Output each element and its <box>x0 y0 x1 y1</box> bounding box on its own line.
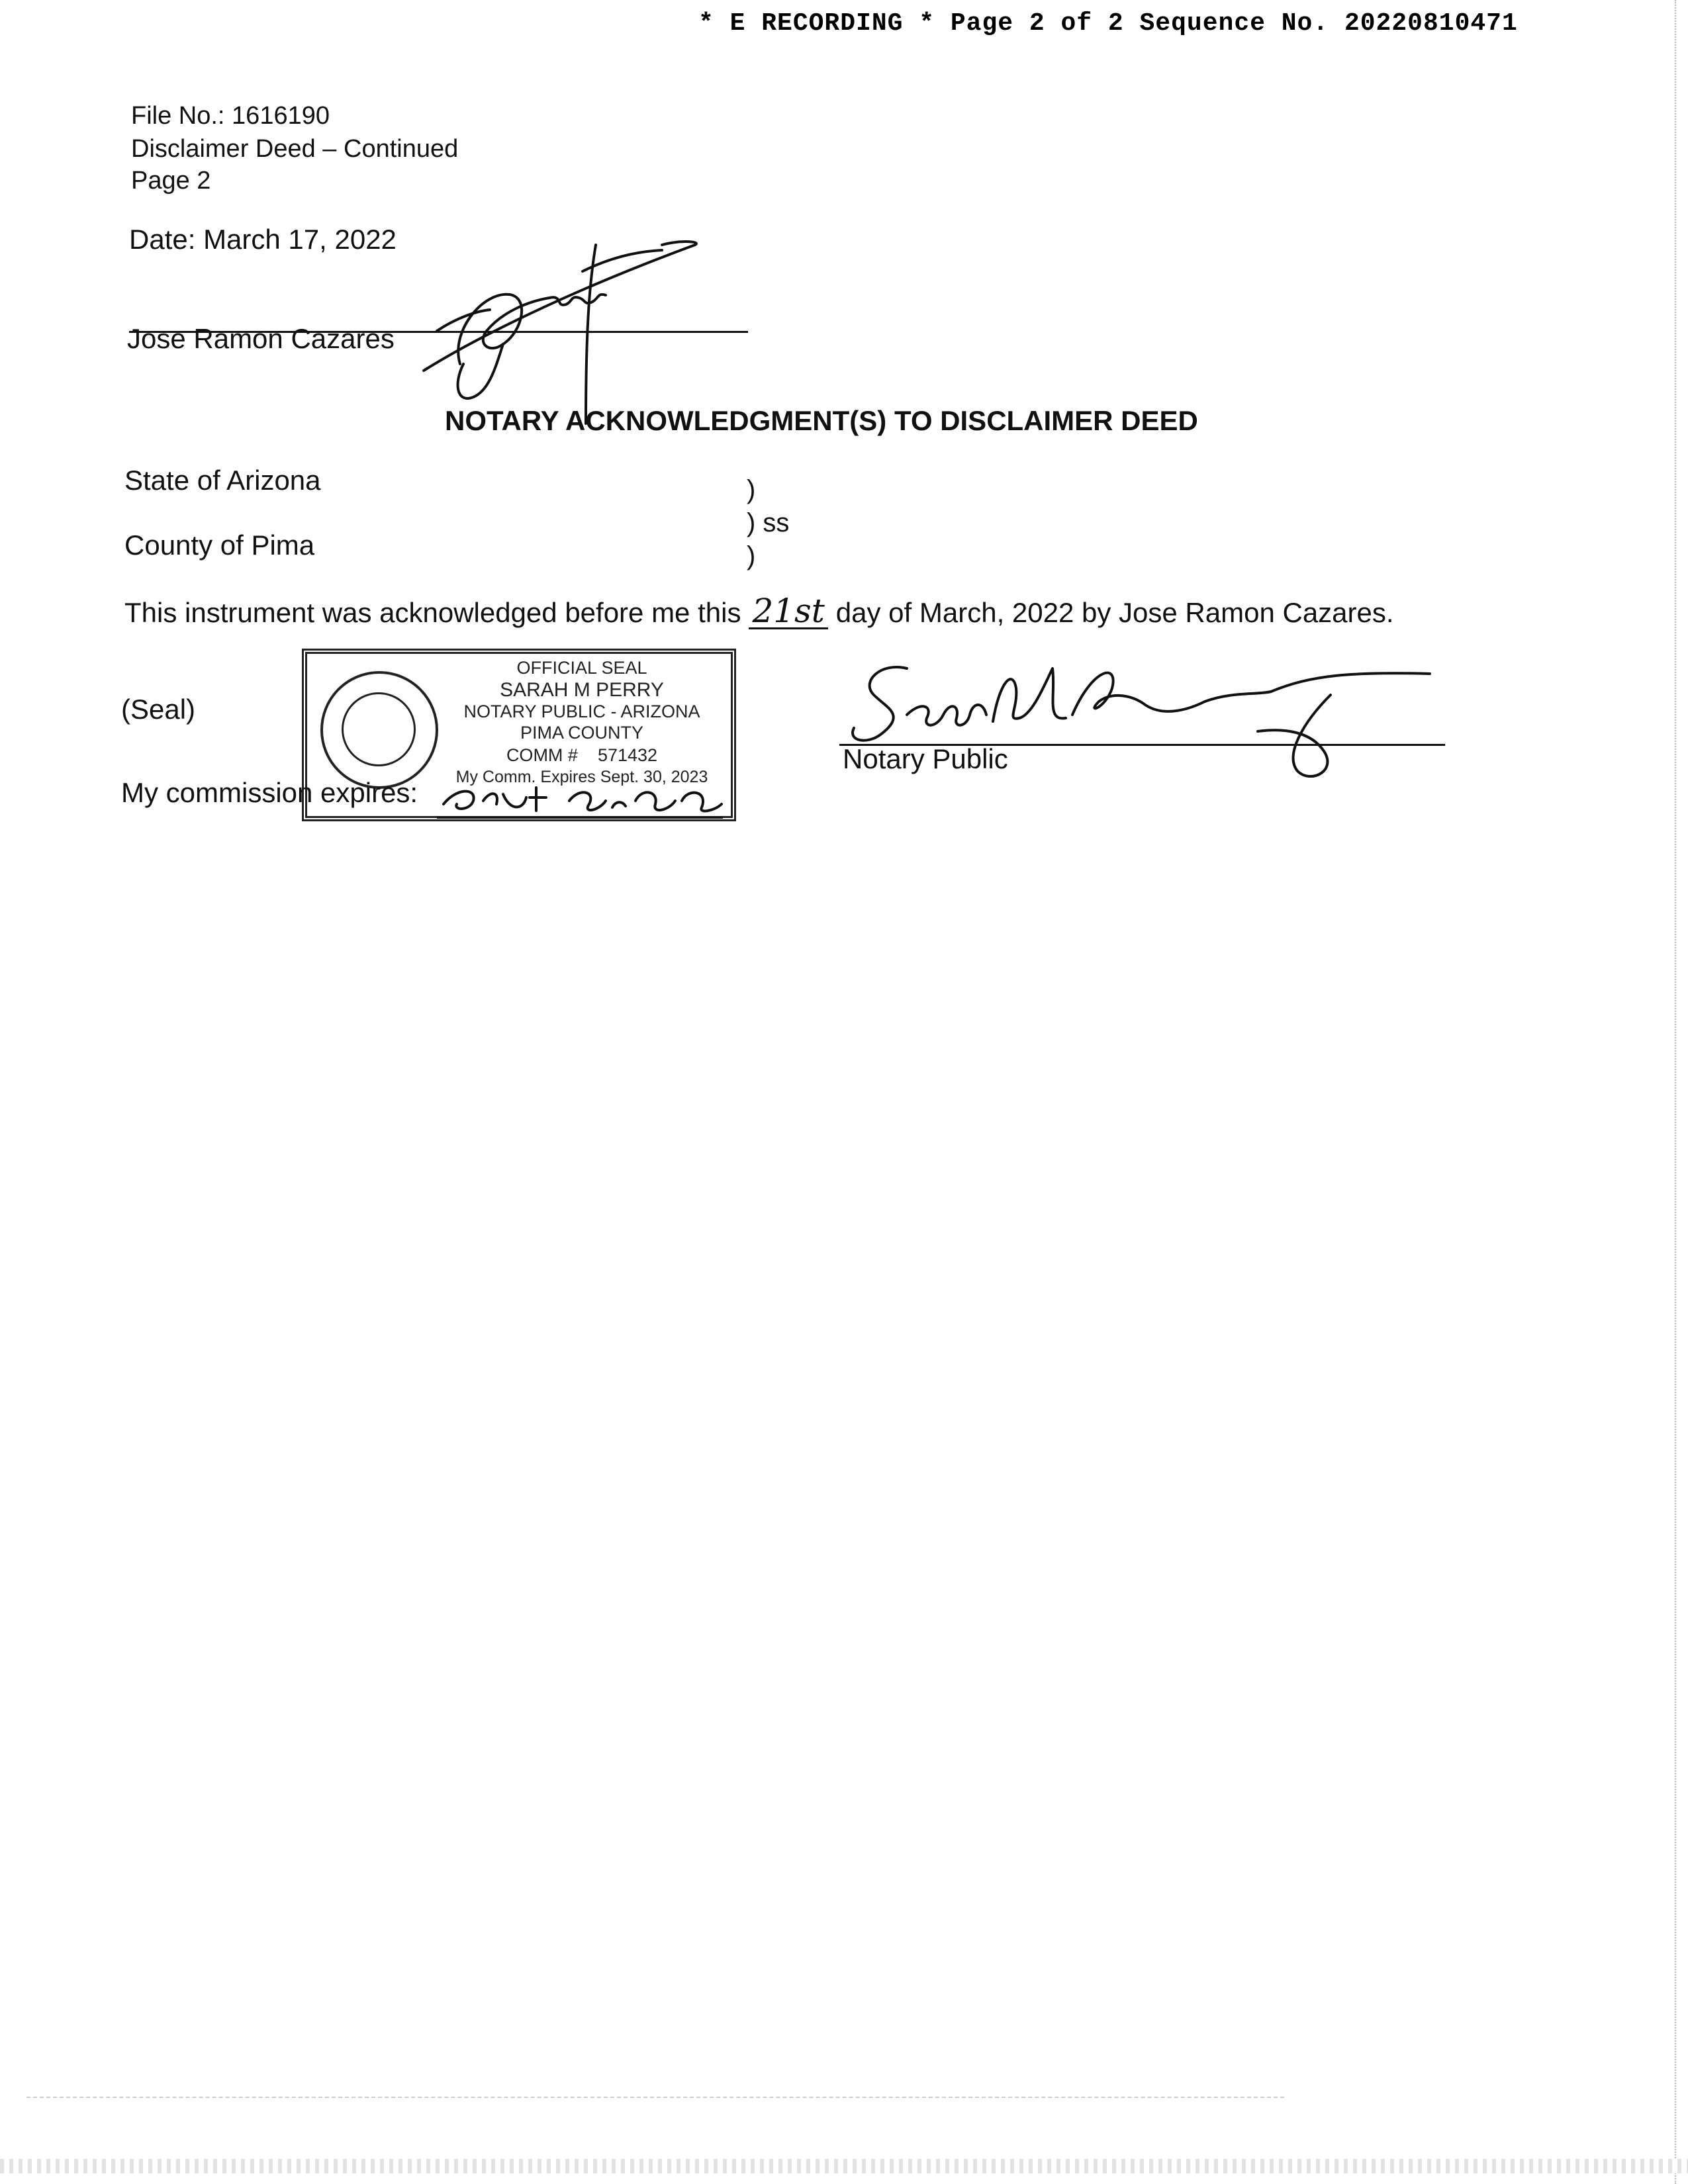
acknowledgment-text-before: This instrument was acknowledged before me this <box>124 597 741 628</box>
date-value: March 17, 2022 <box>203 224 397 255</box>
venue-parenthesis-bottom: ) <box>747 541 756 570</box>
file-number-label: File No.: <box>131 102 225 130</box>
recording-header: * E RECORDING * Page 2 of 2 Sequence No. 20220810471 <box>698 9 1518 38</box>
stamp-comm-number: 571432 <box>597 745 658 765</box>
venue-ss: ) ss <box>747 508 790 537</box>
bottom-edge-scan-noise <box>0 2159 1688 2173</box>
arizona-state-seal-icon <box>320 671 438 789</box>
notary-public-label: Notary Public <box>843 743 1008 774</box>
stamp-comm-label: COMM # <box>506 745 578 765</box>
venue-parenthesis-top: ) <box>747 475 756 504</box>
seal-label: (Seal) <box>121 694 196 725</box>
venue-county: County of Pima <box>124 529 315 561</box>
stamp-county: PIMA COUNTY <box>520 723 644 743</box>
commission-expiration-handwritten <box>437 774 728 821</box>
date-line <box>129 224 397 255</box>
grantor-signature <box>397 232 715 424</box>
stamp-commission-number <box>440 745 724 766</box>
file-number-value: 1616190 <box>232 102 330 130</box>
commission-expires-label: My commission expires: <box>121 777 418 808</box>
notary-acknowledgment-heading: NOTARY ACKNOWLEDGMENT(S) TO DISCLAIMER DEED <box>445 405 1198 436</box>
state-seal-center <box>342 692 416 766</box>
acknowledgment-statement <box>124 594 1394 629</box>
acknowledgment-day-handwritten: 21st <box>749 594 828 629</box>
stamp-official-seal: OFFICIAL SEAL <box>516 658 647 678</box>
date-label: Date: <box>129 224 196 255</box>
acknowledgment-text-after: day of March, 2022 by Jose Ramon Cazares. <box>835 597 1394 628</box>
right-edge-scan-marks <box>1675 0 1679 2184</box>
file-number-line <box>131 99 330 132</box>
stamp-notary-public: NOTARY PUBLIC - ARIZONA <box>463 702 700 721</box>
stamp-notary-name: SARAH M PERRY <box>500 679 664 701</box>
stamp-expiration: My Comm. Expires Sept. 30, 2023 <box>455 768 708 786</box>
document-title: Disclaimer Deed – Continued <box>131 135 459 163</box>
bottom-edge-scan-marks <box>26 2097 1284 2098</box>
venue-state: State of Arizona <box>124 465 321 496</box>
grantor-name: Jose Ramon Cazares <box>127 323 395 354</box>
page-label: Page 2 <box>131 167 211 195</box>
